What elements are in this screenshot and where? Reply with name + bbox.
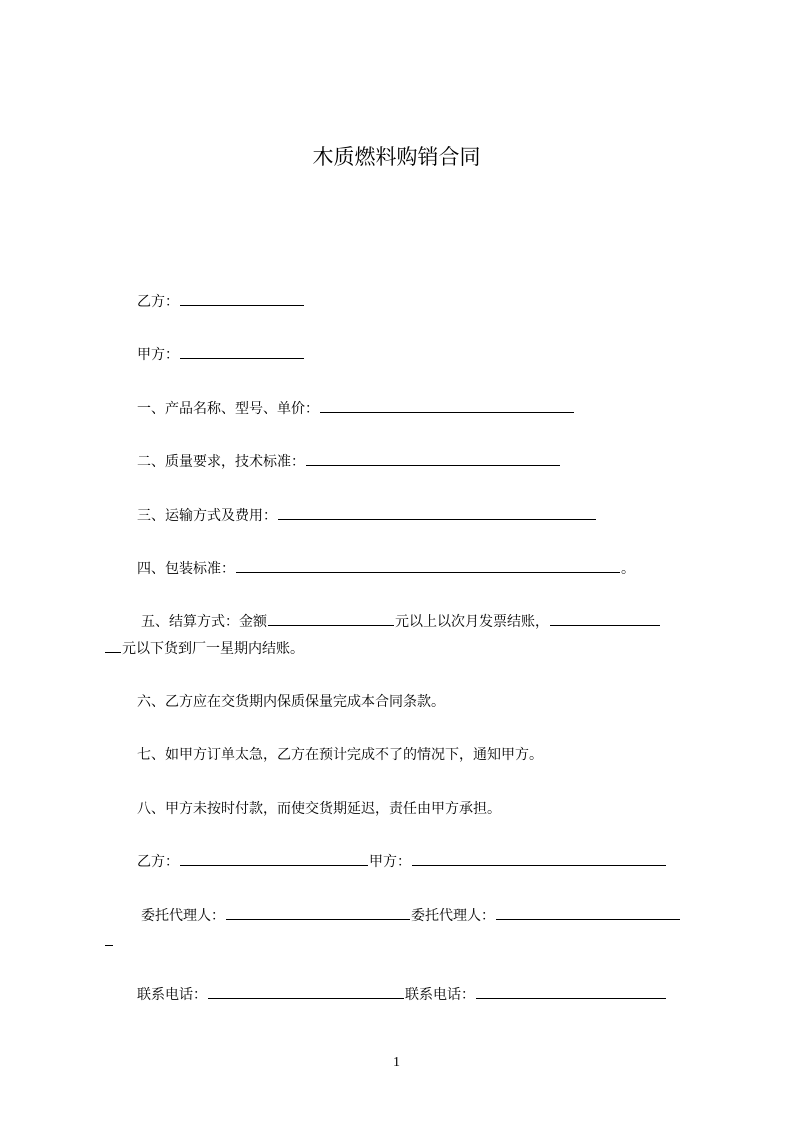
phone-label-1: 联系电话： — [137, 987, 207, 1003]
signature-parties-line — [137, 852, 667, 872]
clause-5-text-c: 元以下货到厂一星期内结账。 — [122, 641, 304, 657]
agent-1-blank[interactable] — [226, 906, 410, 920]
agent-line — [141, 906, 681, 926]
clause-1 — [137, 399, 575, 419]
clause-8: 八、甲方未按时付款，而使交货期延迟，责任由甲方承担。 — [137, 801, 501, 817]
clause-3 — [137, 506, 597, 526]
clause-4-text: 四、包装标准： — [137, 561, 235, 577]
amount-blank-2-cont[interactable] — [105, 639, 121, 653]
clause-4 — [137, 559, 635, 579]
sign-party-b-blank[interactable] — [180, 852, 368, 866]
clause-1-text: 一、产品名称、型号、单价： — [137, 401, 319, 417]
party-b-label: 乙方： — [137, 294, 179, 310]
party-a-blank[interactable] — [180, 345, 304, 359]
clause-2 — [137, 452, 561, 472]
agent-line-continued — [104, 932, 114, 952]
phone-line — [137, 985, 667, 1005]
party-b-line — [137, 292, 305, 312]
clause-7: 七、如甲方订单太急，乙方在预计完成不了的情况下，通知甲方。 — [137, 747, 543, 763]
quality-standard-blank[interactable] — [306, 452, 560, 466]
page-number: 1 — [393, 1055, 400, 1070]
agent-2-blank-cont[interactable] — [105, 932, 113, 946]
clause-3-text: 三、运输方式及费用： — [137, 508, 277, 524]
product-info-blank[interactable] — [320, 399, 574, 413]
clause-5-text-a: 五、结算方式：金额 — [141, 614, 267, 630]
agent-2-blank[interactable] — [496, 906, 680, 920]
phone-1-blank[interactable] — [208, 985, 404, 999]
phone-2-blank[interactable] — [476, 985, 666, 999]
agent-label-2: 委托代理人： — [411, 908, 495, 924]
sign-party-a-blank[interactable] — [412, 852, 666, 866]
packaging-blank[interactable] — [236, 559, 620, 573]
party-a-line — [137, 345, 305, 365]
amount-blank-2[interactable] — [550, 612, 660, 626]
party-a-label: 甲方： — [137, 347, 179, 363]
clause-6: 六、乙方应在交货期内保质保量完成本合同条款。 — [137, 694, 445, 710]
sign-party-a-label: 甲方： — [369, 854, 411, 870]
transport-blank[interactable] — [278, 506, 596, 520]
amount-blank[interactable] — [268, 612, 394, 626]
clause-5 — [141, 612, 661, 632]
clause-2-text: 二、质量要求，技术标准： — [137, 454, 305, 470]
phone-label-2: 联系电话： — [405, 987, 475, 1003]
agent-label-1: 委托代理人： — [141, 908, 225, 924]
party-b-blank[interactable] — [180, 292, 304, 306]
clause-5-continued — [104, 639, 304, 659]
clause-4-period: 。 — [621, 561, 635, 577]
document-title: 木质燃料购销合同 — [312, 145, 481, 169]
sign-party-b-label: 乙方： — [137, 854, 179, 870]
clause-5-text-b: 元以上以次月发票结账， — [395, 614, 549, 630]
